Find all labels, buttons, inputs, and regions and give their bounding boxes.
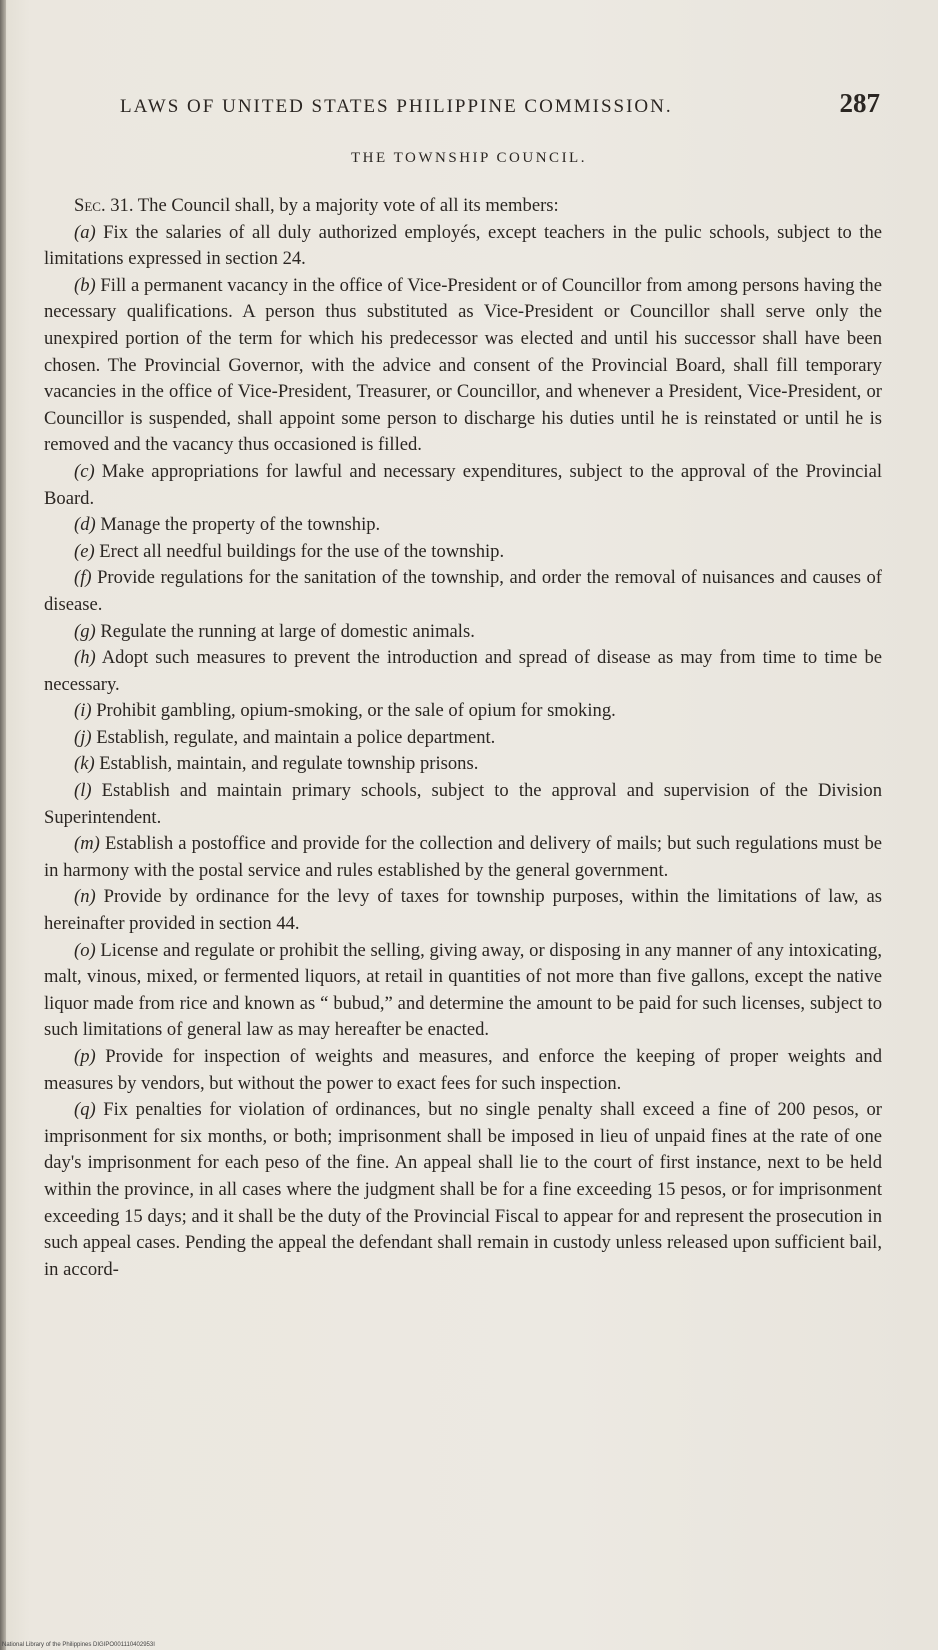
clause-letter: (m) [74,833,100,855]
clause-letter: (a) [74,221,96,243]
clause-letter: (f) [74,567,92,589]
clause-text: Provide by ordinance for the levy of taxes for township purposes, within the limitations of law, as hereinafter provided in section 44. [44,886,882,935]
clause-paragraph [44,751,882,778]
clause-letter: (g) [74,620,96,642]
clause-text: Establish a postoffice and provide for the collection and delivery of mails; but such regulations must be in harmony with the postal service and rules established by the general government. [44,833,882,881]
clause-paragraph [44,725,882,752]
clause-text: Provide for inspection of weights and measures, and enforce the keeping of proper weights and measures by vendors, but without the power to exact fees for such inspection. [44,1046,882,1094]
clause-paragraph [44,539,882,566]
clause-letter: (c) [74,460,95,482]
clause-text: Prohibit gambling, opium-smoking, or the sale of opium for smoking. [91,700,616,722]
clause-text: Manage the property of the township. [95,514,381,536]
clause-paragraph [44,565,882,618]
clause-letter: (d) [74,514,96,536]
clause-text: Regulate the running at large of domestic animals. [95,620,475,642]
section-label: Sec. 31. [74,195,134,216]
clause-paragraph [44,698,882,725]
clause-list [44,220,882,1284]
clause-paragraph [44,645,882,698]
clause-letter: (l) [74,780,92,802]
clause-text: Make appropriations for lawful and necessary expenditures, subject to the approval of the Provincial Board. [44,460,882,509]
page-header [120,88,880,119]
clause-letter: (h) [74,647,96,669]
clause-text: Adopt such measures to prevent the introduction and spread of disease as may from time to time be necessary. [44,647,882,695]
page-binding-edge [0,0,6,1650]
clause-text: Erect all needful buildings for the use of the township. [94,540,505,562]
clause-paragraph [44,778,882,831]
clause-paragraph [44,512,882,539]
clause-letter: (p) [74,1046,96,1067]
clause-text: Establish, maintain, and regulate township prisons. [94,753,479,775]
scan-footer: National Library of the Philippines DIGIPO001110402953I [2,1642,155,1648]
clause-letter: (i) [74,700,92,722]
document-body [44,193,882,1283]
clause-text: License and regulate or prohibit the selling, giving away, or disposing in any manner of any intoxicating, malt, vinous, mixed, or fermented liquors, at retail in quantities of not more than five gallons, except the native liquor made from rice and known as “ bubud,” and determine the amount to be paid for such licenses, subject to such limitations of general law as may hereafter be enacted. [44,939,882,1041]
clause-text: Provide regulations for the sanitation of the township, and order the removal of nuisances and causes of disease. [44,567,882,615]
clause-paragraph [44,884,882,937]
clause-letter: (j) [74,726,92,748]
clause-paragraph [44,831,882,884]
running-title: LAWS OF UNITED STATES PHILIPPINE COMMISSION. [120,96,673,117]
clause-text: Establish and maintain primary schools, subject to the approval and supervision of the Division Superintendent. [44,780,882,828]
clause-paragraph [44,273,882,459]
clause-paragraph [44,220,882,273]
section-intro-text: The Council shall, by a majority vote of all its members: [133,195,559,216]
clause-paragraph [44,619,882,646]
clause-letter: (k) [74,753,95,775]
clause-letter: (e) [74,540,95,562]
clause-text: Fix the salaries of all duly authorized employés, except teachers in the pulic schools, subject to the limitations expressed in section 24. [44,221,882,270]
clause-letter: (b) [74,274,96,296]
section-intro [44,193,882,220]
clause-text: Establish, regulate, and maintain a police department. [91,726,496,748]
clause-paragraph [44,1044,882,1097]
section-title: THE TOWNSHIP COUNCIL. [351,150,587,166]
clause-letter: (q) [74,1099,96,1121]
clause-letter: (n) [74,886,96,908]
clause-paragraph [44,459,882,512]
page-number: 287 [839,88,880,118]
clause-letter: (o) [74,939,96,961]
clause-paragraph [44,938,882,1044]
clause-paragraph [44,1097,882,1283]
clause-text: Fix penalties for violation of ordinances, but no single penalty shall exceed a fine of 200 pesos, or imprisonment for six months, or both; imprisonment shall be imposed in lieu of unpaid fines at the rate of one day's imprisonment for each peso of the fine. An appeal shall lie to the court of first instance, next to be held within the province, in all cases where the judgment shall be for a fine exceeding 15 pesos, or for imprisonment exceeding 15 days; and it shall be the duty of the Provincial Fiscal to appear for and represent the prosecution in such appeal cases. Pending the appeal the defendant shall remain in custody unless released upon sufficient bail, in accord- [44,1099,882,1280]
clause-text: Fill a permanent vacancy in the office of Vice-President or of Councillor from among persons having the necessary qualifications. A person thus substituted as Vice-President or Councillor shall serve only the unexpired portion of the term for which his predecessor was elected and until his successor shall have been chosen. The Provincial Governor, with the advice and consent of the Provincial Board, shall fill temporary vacancies in the office of Vice-President, Treasurer, or Councillor, and whenever a President, Vice-President, or Councillor is suspended, shall appoint some person to discharge his duties until he is reinstated or until he is removed and the vacancy thus occasioned is filled. [44,274,882,456]
